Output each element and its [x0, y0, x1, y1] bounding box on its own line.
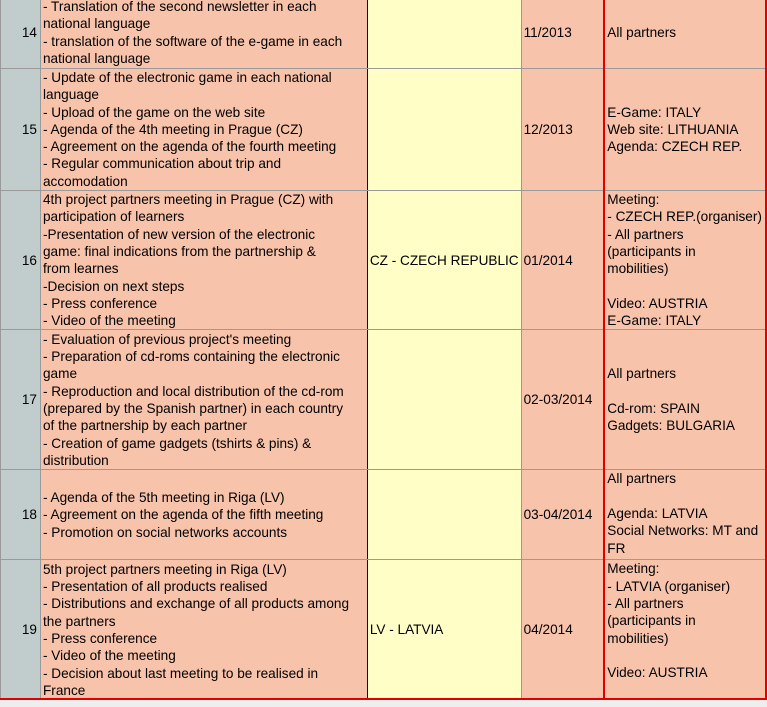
row-number: 16 — [21, 252, 37, 268]
partner-line — [607, 383, 763, 400]
partners-cell[interactable] — [604, 191, 766, 330]
partner-line — [607, 278, 763, 295]
date-cell[interactable] — [521, 69, 604, 191]
row-number-cell[interactable] — [1, 560, 41, 700]
partners-cell[interactable] — [604, 560, 766, 700]
activity-line: - Evaluation of previous project's meeting — [43, 331, 292, 347]
partner-line: mobilities) — [607, 630, 669, 646]
activity-line: - Translation of the second newsletter in each — [43, 0, 317, 14]
row-number-cell[interactable] — [1, 330, 41, 470]
activity-line: 4th project partners meeting in Prague (CZ) with — [43, 192, 334, 208]
activity-line: -Presentation of new version of the electronic — [43, 226, 316, 242]
table-row — [1, 191, 767, 330]
activity-line: - Video of the meeting — [43, 313, 176, 329]
row-number: 14 — [21, 24, 37, 40]
partner-line: Agenda: CZECH REP. — [607, 139, 743, 155]
activity-line: - Upload of the game on the web site — [43, 104, 266, 120]
partner-line: (participants in — [607, 613, 696, 629]
location-cell[interactable] — [367, 470, 521, 560]
partners-cell[interactable] — [604, 330, 766, 470]
activity-line: - Reproduction and local distribution of the cd-rom — [43, 383, 344, 399]
date-cell[interactable] — [521, 470, 604, 560]
location-cell[interactable] — [367, 0, 521, 69]
activity-line: distribution — [43, 452, 109, 468]
partner-line: Cd-rom: SPAIN — [607, 400, 700, 416]
partner-line: - All partners — [607, 226, 684, 242]
partners-cell[interactable] — [604, 470, 766, 560]
activity-line: - Creation of game gadgets (tshirts & pins) & — [43, 435, 312, 451]
activity-line: 5th project partners meeting in Riga (LV) — [43, 561, 287, 577]
table-row — [1, 470, 767, 560]
activity-line: - Presentation of all products realised — [43, 579, 268, 595]
partner-line: All partners — [607, 366, 677, 382]
partner-line: (participants in — [607, 243, 696, 259]
activity-line: - Decision about last meeting to be realised in — [43, 665, 319, 681]
activity-line: national language — [43, 16, 151, 32]
activity-line: - Agreement on the agenda of the fifth meeting — [43, 507, 324, 523]
date-cell[interactable] — [521, 330, 604, 470]
partner-line: FR — [607, 540, 626, 556]
partner-line: Social Networks: MT and — [607, 523, 759, 539]
activity-line: - Press conference — [43, 295, 158, 311]
activities-cell[interactable] — [41, 560, 368, 700]
row-number: 17 — [21, 392, 37, 408]
activity-line: game: final indications from the partnership & — [43, 243, 316, 259]
date-cell[interactable] — [521, 191, 604, 330]
partner-line: - LATVIA (organiser) — [607, 578, 731, 594]
location-text: CZ - CZECH REPUBLIC — [369, 252, 519, 268]
activity-line: (prepared by the Spanish partner) in each country — [43, 400, 343, 416]
partner-line: All partners — [607, 24, 677, 40]
row-number-cell[interactable] — [1, 191, 41, 330]
partner-line: All partners — [607, 471, 677, 487]
row-number: 18 — [21, 507, 37, 523]
date-text: 01/2014 — [523, 252, 573, 268]
location-cell[interactable] — [367, 560, 521, 700]
activity-line: - Regular communication about trip and — [43, 156, 282, 172]
date-cell[interactable] — [521, 560, 604, 700]
row-number-cell[interactable] — [1, 69, 41, 191]
location-cell[interactable] — [367, 191, 521, 330]
activities-cell[interactable] — [41, 470, 368, 560]
activity-line: - Video of the meeting — [43, 648, 176, 664]
date-cell[interactable] — [521, 0, 604, 69]
activity-line: - Press conference — [43, 630, 158, 646]
table-row — [1, 0, 767, 69]
location-cell[interactable] — [367, 330, 521, 470]
activity-line: accomodation — [43, 173, 128, 189]
date-text: 12/2013 — [523, 121, 573, 137]
activity-line: of the partnership by each partner — [43, 418, 248, 434]
activities-cell[interactable] — [41, 69, 368, 191]
activity-line: game — [43, 366, 78, 382]
activity-line: - Promotion on social networks accounts — [43, 524, 288, 540]
activity-line: - Preparation of cd-roms containing the electronic — [43, 349, 340, 365]
partner-line: - CZECH REP.(organiser) — [607, 209, 762, 225]
activity-line: -Decision on next steps — [43, 278, 185, 294]
partner-line: - All partners — [607, 596, 684, 612]
row-number: 15 — [21, 121, 37, 137]
partner-line: Video: AUSTRIA — [607, 295, 708, 311]
activity-line: language — [43, 87, 99, 103]
activity-line: participation of learners — [43, 209, 185, 225]
date-text: 02-03/2014 — [523, 392, 593, 408]
activity-line: - Distributions and exchange of all products among — [43, 596, 350, 612]
partner-line: Meeting: — [607, 192, 660, 208]
sheet-bottom-edge — [0, 698, 767, 707]
location-cell[interactable] — [367, 69, 521, 191]
activity-line: - translation of the software of the e-game in each — [43, 33, 343, 49]
partner-line — [607, 488, 763, 505]
activity-line: - Agenda of the 5th meeting in Riga (LV) — [43, 490, 285, 505]
activity-line: - Agreement on the agenda of the fourth meeting — [43, 139, 337, 155]
activity-line: from learnes — [43, 261, 119, 277]
table-row — [1, 69, 767, 191]
partner-line: E-Game: ITALY — [607, 104, 702, 120]
partner-line: Gadgets: BULGARIA — [607, 418, 735, 434]
activities-cell[interactable] — [41, 191, 368, 330]
date-text: 03-04/2014 — [523, 507, 593, 523]
activity-line: - Update of the electronic game in each national — [43, 70, 332, 85]
row-number-cell[interactable] — [1, 470, 41, 560]
partner-line: Web site: LITHUANIA — [607, 121, 739, 137]
partner-line: Agenda: LATVIA — [607, 506, 708, 522]
activity-line: the partners — [43, 613, 116, 629]
activities-cell[interactable] — [41, 330, 368, 470]
partners-cell[interactable] — [604, 69, 766, 191]
row-number-cell[interactable] — [1, 0, 41, 69]
partner-line — [607, 647, 763, 664]
partner-line: Video: AUSTRIA — [607, 665, 708, 681]
partner-line: Meeting: — [607, 561, 660, 577]
table-row — [1, 560, 767, 700]
table-row — [1, 330, 767, 470]
date-text: 11/2013 — [523, 24, 572, 40]
activities-cell[interactable] — [41, 0, 368, 69]
partner-line: E-Game: ITALY — [607, 313, 702, 329]
date-text: 04/2014 — [523, 622, 573, 638]
partner-line: mobilities) — [607, 261, 669, 277]
row-number: 19 — [21, 622, 37, 638]
activity-line: France — [43, 682, 86, 698]
location-text: LV - LATVIA — [369, 622, 444, 638]
activity-line: - Agenda of the 4th meeting in Prague (CZ) — [43, 121, 303, 137]
partners-cell[interactable] — [604, 0, 766, 69]
activity-line: national language — [43, 50, 151, 66]
